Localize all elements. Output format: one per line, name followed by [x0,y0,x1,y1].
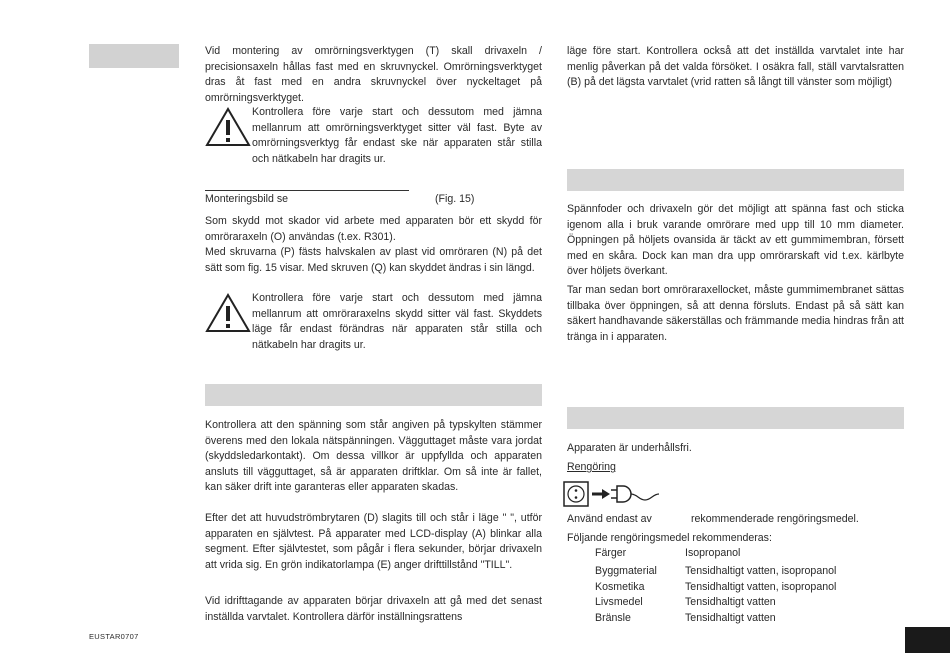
page-tab [905,627,950,653]
plug-icon [611,486,659,502]
warning-triangle-icon [205,293,251,333]
cleaning-agents-table [595,546,836,626]
mounting-paragraph: Vid montering av omrörningsverktygen (T) skall drivaxeln / precisionsaxeln hållas fast med en skruvnyckel. Omrörningsverktyget dras åt fast med en andra skruvnyckel över nyckeltaget på omrörningsverktyget. [205,45,542,104]
mounting-figure-label: Monteringsbild se [205,193,289,205]
material-name: Livsmedel [595,596,643,608]
cleaning-heading: Rengöring [567,461,616,473]
material-agent: Tensidhaltigt vatten, isopropanol [685,565,837,577]
mounting-rule [205,190,409,191]
screws-paragraph: Med skruvarna (P) fästs halvskalen av plast vid omröraren (N) på det sätt som fig. 15 visar. Med skruven (Q) kan skyddet ändras i sin längd. [205,246,542,274]
material-agent: Tensidhaltigt vatten [685,611,776,624]
table-row [595,611,836,627]
table-row [595,580,836,596]
startup-paragraph: Vid idrifttagande av apparaten börjar drivaxeln att gå med det senast inställda varvtalet. Kontrollera därför inställningsrattens [205,595,542,623]
use-only-text-a: Använd endast av [567,513,652,525]
warning-block-1 [205,105,542,167]
warning-text-1: Kontrollera före varje start och dessutom med jämna mellanrum att omrörningsverktyget sitter väl fast. Byte av omrörningsverktyg får endast ske när apparaten står stilla och nätkabeln har dragits ur. [252,106,542,165]
power-socket-icon [564,482,588,506]
unplug-pictogram [563,480,663,510]
warning-block-2 [205,291,542,353]
header-tab [89,44,179,68]
table-row [595,546,836,564]
section-bar-left [205,384,542,406]
document-code: EUSTAR0707 [89,632,139,641]
unplug-arrow-icon [592,489,610,499]
material-name: Byggmaterial [595,565,657,577]
use-only-text-b: rekommenderade rengöringsmedel. [691,513,859,525]
chuck-paragraph: Spännfoder och drivaxeln gör det möjligt att spänna fast och sticka igenom alla i bruk varande omrörare med upp till 10 mm diameter. Öppningen på höljets ovansida är täckt av ett gummimembran, försett med en skåra. Dock kan man dra upp omrörarskaft vid t.ex. kärlbyte över höljets överkant. [567,203,904,277]
warning-triangle-icon [205,107,251,147]
material-name: Färger [595,547,627,559]
material-agent: Tensidhaltigt vatten [685,596,776,608]
material-name: Bränsle [595,611,631,624]
table-row [595,564,836,580]
membrane-paragraph: Tar man sedan bort omröraraxellocket, måste gummimembranet sättas tillbaka över öppningen, så att denna försluts. Endast på så sätt kan säkert handhavande säkerställas och främmande media hindras från att tränga in i apparaten. [567,284,904,343]
speed-paragraph: läge före start. Kontrollera också att det inställda varvtalet inte har menlig påverkan på det valda försöket. I osäkra fall, ställ varvtalsratten (B) på det lägsta varvtalet (vrid ratten så långt till vänster som möjligt) [567,45,904,88]
table-row [595,595,836,611]
voltage-paragraph: Kontrollera att den spänning som står angiven på typskylten stämmer överens med den lokala nätspänningen. Vägguttaget måste vara jordat (skyddsledarkontakt). Om dessa villkor är uppfyllda och apparaten ansluts till vägguttaget, så är apparaten driftklar. Om så inte är fallet, kan säker drift inte garanteras eller apparaten skadas. [205,419,542,493]
section-bar-right-2 [567,407,904,429]
following-agents-text: Följande rengöringsmedel rekommenderas: [567,532,772,544]
maintenance-text: Apparaten är underhållsfri. [567,442,692,454]
warning-text-2: Kontrollera före varje start och dessutom med jämna mellanrum att omröraraxelns skydd sitter väl fast. Skyddets läge får endast förändras när apparaten står stilla och nätkabeln har dragits ur. [252,292,542,351]
selftest-paragraph: Efter det att huvudströmbrytaren (D) slagits till och står i läge " ", utför apparaten en självtest. På apparater med LCD-display (A) blinkar alla segment. Efter självtestet, som pågår i flera sekunder, börjar drivaxeln att vrida sig. En grön indikatorlampa (E) anger drifttillstånd "TILL". [205,512,542,571]
material-name: Kosmetika [595,580,645,593]
mounting-figure-ref: (Fig. 15) [435,193,475,205]
material-agent: Tensidhaltigt vatten, isopropanol [685,580,837,593]
section-bar-right-1 [567,169,904,191]
material-agent: Isopropanol [685,547,741,559]
protection-paragraph: Som skydd mot skador vid arbete med apparaten bör ett skydd för omröraraxeln (O) användas (t.ex. R301). [205,215,542,243]
